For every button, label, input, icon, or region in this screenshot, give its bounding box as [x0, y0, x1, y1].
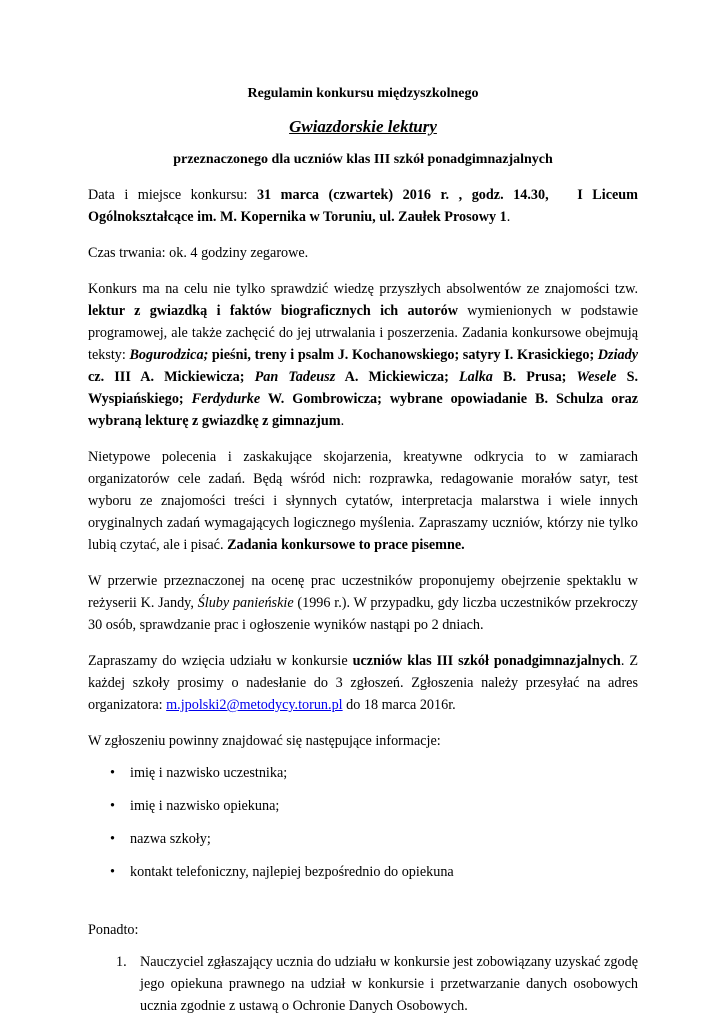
aim-paragraph: Konkurs ma na celu nie tylko sprawdzić wiedzę przyszłych absolwentów ze znajomości tzw. lektur z gwiazdką i faktów biograficznych ich autorów wymienionych w podstawie programowej, ale także zachęcić do jej utrwalania i poszerzenia. Zadania konkursowe obejmują teksty: Bogurodzica; pieśni, treny i psalm J. Kochanowskiego; satyry I. Krasickiego; Dziady cz. III A. Mickiewicza; Pan Tadeusz A. Mickiewicza; Lalka B. Prusa; Wesele S. Wyspiańskiego; Ferdydurke W. Gombrowicza; wybrane opowiadanie B. Schulza oraz wybraną lekturę z gwiazdkę z gimnazjum.	[88, 281, 639, 429]
duration-paragraph: Czas trwania: ok. 4 godziny zegarowe.	[88, 245, 309, 261]
list-item: • imię i nazwisko opiekuna;	[88, 795, 638, 817]
bullet-icon: •	[110, 864, 115, 880]
ponadto-heading: Ponadto:	[88, 922, 139, 938]
document-audience: przeznaczonego dla uczniów klas III szkół ponadgimnazjalnych	[173, 152, 553, 167]
bullet-icon: •	[110, 798, 115, 814]
organizer-email-link[interactable]: m.jpolski2@metodycy.torun.pl	[166, 697, 343, 713]
invite-paragraph: Zapraszamy do wzięcia udziału w konkursie uczniów klas III szkół ponadgimnazjalnych. Z każdej szkoły prosimy o nadesłanie do 3 zgłoszeń. Zgłoszenia należy przesyłać na adres organizatora: m.jpolski2@metodycy.torun.pl do 18 marca 2016r.	[88, 653, 638, 713]
bullet-icon: •	[110, 765, 115, 781]
list-item: • nazwa szkoły;	[88, 828, 638, 850]
info-list	[88, 762, 638, 883]
list-item: • kontakt telefoniczny, najlepiej bezpośrednio do opiekuna	[88, 861, 638, 883]
break-paragraph: W przerwie przeznaczonej na ocenę prac uczestników proponujemy obejrzenie spektaklu w reżyserii K. Jandy, Śluby panieńskie (1996 r.). W przypadku, gdy liczba uczestników przekroczy 30 osób, sprawdzanie prac i ogłoszenie wyników nastąpi po 2 dniach.	[88, 573, 638, 633]
tasks-paragraph: Nietypowe polecenia i zaskakujące skojarzenia, kreatywne odkrycia to w zamiarach organizatorów cele zadań. Będą wśród nich: rozprawka, redagowanie morałów satyr, test wyboru ze znajomości treści i słynnych cytatów, interpretacja malarstwa i wiele innych oryginalnych zadań wymagających logicznego myślenia. Zapraszamy uczniów, którzy nie tylko lubią czytać, ale i pisać. Zadania konkursowe to prace pisemne.	[88, 449, 638, 553]
document-subtitle: Gwiazdorskie lektury	[289, 117, 437, 136]
document-title: Regulamin konkursu międzyszkolnego	[247, 86, 479, 101]
date-paragraph: Data i miejsce konkursu: 31 marca (czwartek) 2016 r. , godz. 14.30, I Liceum Ogólnokształcące im. M. Kopernika w Toruniu, ul. Zaułek Prosowy 1.	[88, 187, 638, 225]
list-item: 1. Nauczyciel zgłaszający ucznia do udziału w konkursie jest zobowiązany uzyskać zgodę jego opiekuna prawnego na udział w konkursie i przetwarzanie danych osobowych ucznia zgodnie z ustawą o Ochronie Danych Osobowych.	[116, 954, 638, 1014]
info-intro: W zgłoszeniu powinny znajdować się następujące informacje:	[88, 733, 441, 749]
bullet-icon: •	[110, 831, 115, 847]
terms-list	[88, 951, 638, 1017]
list-item: • imię i nazwisko uczestnika;	[88, 762, 638, 784]
document-page	[88, 84, 638, 1017]
